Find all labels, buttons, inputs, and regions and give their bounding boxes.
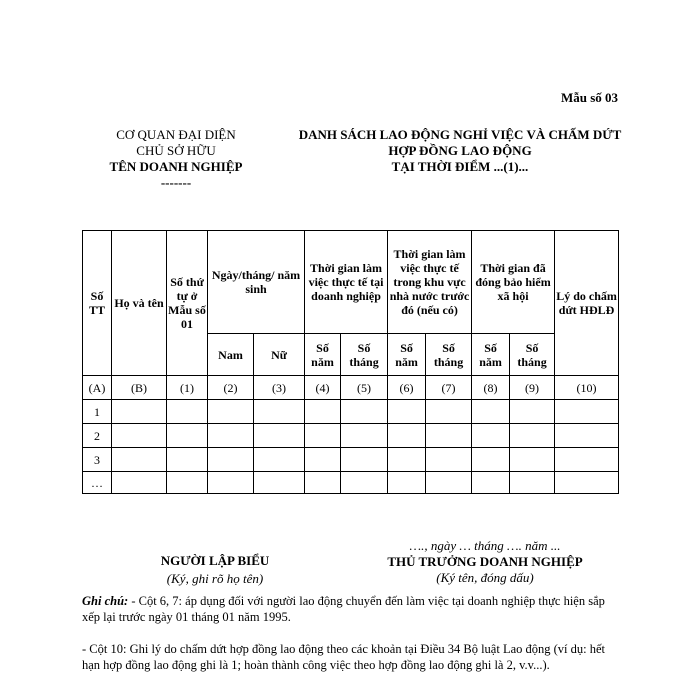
col-number: (1) xyxy=(167,376,208,400)
col-number: (7) xyxy=(426,376,472,400)
col-number: (8) xyxy=(472,376,510,400)
signer-left xyxy=(120,552,310,588)
col-number: (B) xyxy=(112,376,167,400)
col-number: (9) xyxy=(510,376,555,400)
header-months-7: Số tháng xyxy=(426,334,472,376)
row-number: 3 xyxy=(83,448,112,472)
agency-line-1: CƠ QUAN ĐẠI DIỆN xyxy=(116,127,236,142)
signer-left-note: (Ký, ghi rõ họ tên) xyxy=(166,571,264,586)
note-2: - Cột 10: Ghi lý do chấm dứt hợp đồng lao động theo các khoản tại Điều 34 Bộ luật Lao động (ví dụ: hết hạn hợp đồng lao động ghi là 1; hoàn thành công việc theo hợp đồng lao động ghi là 2, v.v...). xyxy=(82,642,606,672)
employee-table xyxy=(82,230,619,494)
table-row xyxy=(83,472,619,494)
header-name: Họ và tên xyxy=(112,231,167,376)
title-line-3: TẠI THỜI ĐIỂM ...(1)... xyxy=(391,159,529,174)
notes-section xyxy=(82,593,622,689)
col-number: (3) xyxy=(254,376,305,400)
table-row xyxy=(83,448,619,472)
title-line-2: HỢP ĐỒNG LAO ĐỘNG xyxy=(388,143,532,158)
table-row xyxy=(83,400,619,424)
header-years-4: Số năm xyxy=(305,334,341,376)
col-number: (2) xyxy=(208,376,254,400)
header-state-time: Thời gian làm việc thực tế trong khu vực nhà nước trước đó (nếu có) xyxy=(388,231,472,334)
row-number: 1 xyxy=(83,400,112,424)
header-male: Nam xyxy=(208,334,254,376)
col-number: (10) xyxy=(555,376,619,400)
agency-line-3: TÊN DOANH NGHIỆP xyxy=(109,159,243,174)
agency-line-4: ------- xyxy=(160,175,192,190)
signer-right xyxy=(360,538,610,586)
signer-right-note: (Ký tên, đóng dấu) xyxy=(436,570,534,585)
column-number-row xyxy=(83,376,619,400)
header-years-8: Số năm xyxy=(472,334,510,376)
table-row xyxy=(83,424,619,448)
header-reason: Lý do chấm dứt HĐLĐ xyxy=(555,231,619,376)
header-months-5: Số tháng xyxy=(341,334,388,376)
col-number: (6) xyxy=(388,376,426,400)
header-order: Số thứ tự ở Mẫu số 01 xyxy=(167,231,208,376)
row-number: … xyxy=(83,472,112,494)
header-dob: Ngày/tháng/ năm sinh xyxy=(208,231,305,334)
header-work-time: Thời gian làm việc thực tế tại doanh nghiệp xyxy=(305,231,388,334)
col-number: (5) xyxy=(341,376,388,400)
title-line-1: DANH SÁCH LAO ĐỘNG NGHỈ VIỆC VÀ CHẤM DỨT xyxy=(298,127,622,142)
header-stt: Số TT xyxy=(83,231,112,376)
signer-left-title: NGƯỜI LẬP BIỂU xyxy=(160,553,270,568)
document-title xyxy=(260,127,660,175)
header-female: Nữ xyxy=(254,334,305,376)
agency-block xyxy=(96,127,256,191)
col-number: (4) xyxy=(305,376,341,400)
date-line: …., ngày … tháng …. năm ... xyxy=(409,538,561,553)
notes-label: Ghi chú: xyxy=(82,594,129,608)
signer-right-title: THỦ TRƯỞNG DOANH NGHIỆP xyxy=(387,554,583,569)
header-insurance-time: Thời gian đã đóng bảo hiểm xã hội xyxy=(472,231,555,334)
header-years-6: Số năm xyxy=(388,334,426,376)
form-number: Mẫu số 03 xyxy=(560,90,618,105)
agency-line-2: CHỦ SỞ HỮU xyxy=(136,143,216,158)
header-months-9: Số tháng xyxy=(510,334,555,376)
note-1 xyxy=(82,593,622,625)
note-1-text: - Cột 6, 7: áp dụng đối với người lao động chuyển đến làm việc tại doanh nghiệp thực hiện sắp xếp lại trước ngày 01 tháng 01 năm 1995. xyxy=(82,594,605,624)
row-number: 2 xyxy=(83,424,112,448)
col-number: (A) xyxy=(83,376,112,400)
